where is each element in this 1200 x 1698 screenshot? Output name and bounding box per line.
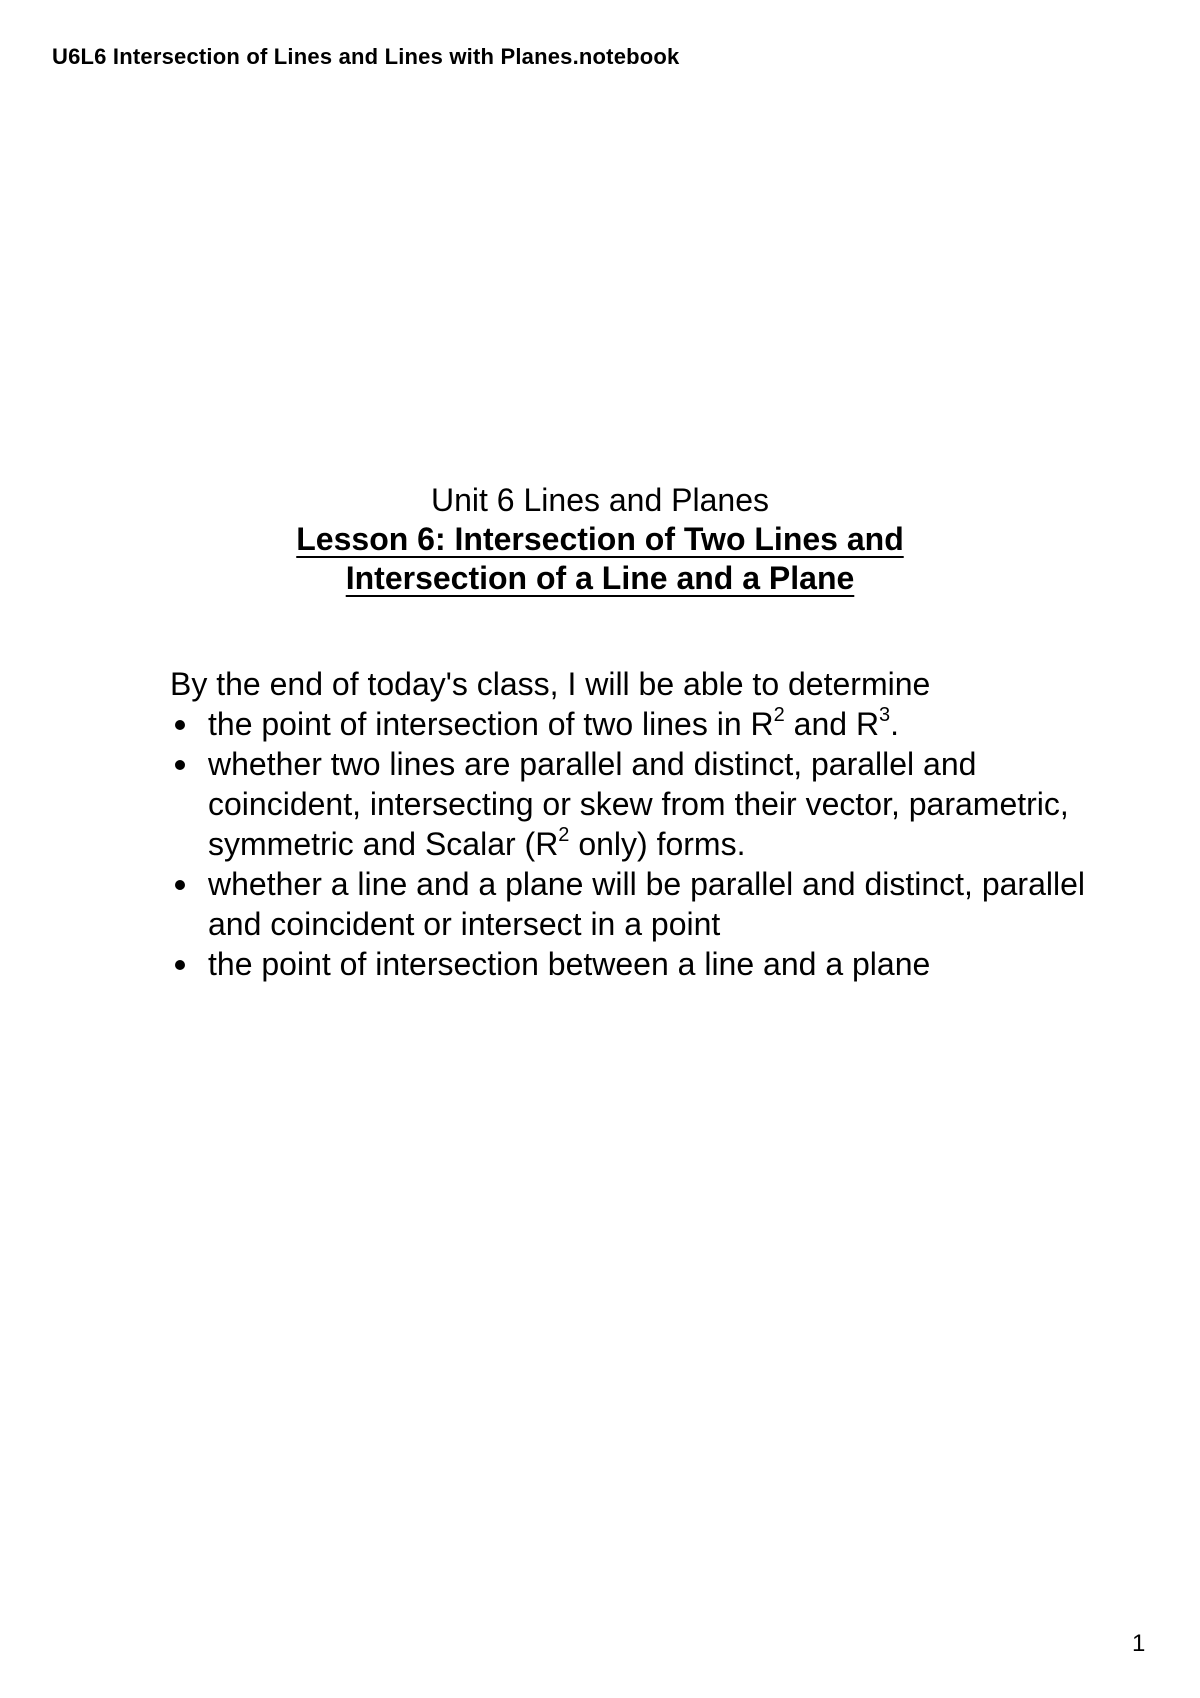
objective-item-line-relationships xyxy=(170,744,1090,864)
learning-objectives xyxy=(170,664,1090,984)
objective-text: only) forms. xyxy=(569,826,746,862)
objective-item-line-plane-intersection-point xyxy=(170,944,1090,984)
unit-title: Unit 6 Lines and Planes xyxy=(431,482,769,518)
objective-item-line-plane-relationships xyxy=(170,864,1090,944)
page-number: 1 xyxy=(1132,1630,1146,1657)
objective-text: whether two lines are parallel and distinct, parallel and coincident, intersecting or skew from their vector, parametric, symmetric and Scalar (R xyxy=(208,746,1069,862)
title-block xyxy=(0,480,1200,598)
lesson-title-line-1: Lesson 6: Intersection of Two Lines and xyxy=(296,521,904,557)
bullet-icon xyxy=(175,880,185,890)
objectives-list xyxy=(170,704,1090,984)
objective-item-intersection-point-two-lines xyxy=(170,704,1090,744)
bullet-icon xyxy=(175,960,185,970)
bullet-icon xyxy=(175,720,185,730)
objective-text: whether a line and a plane will be parallel and distinct, parallel and coincident or intersect in a point xyxy=(208,866,1085,942)
objective-text: the point of intersection between a line and a plane xyxy=(208,946,931,982)
lesson-title-line-2: Intersection of a Line and a Plane xyxy=(345,560,855,596)
lesson-title xyxy=(0,520,1200,598)
objective-text: . xyxy=(890,706,900,742)
superscript: 2 xyxy=(558,824,570,846)
objective-text: and R xyxy=(784,706,880,742)
objectives-intro: By the end of today's class, I will be able to determine xyxy=(170,666,931,702)
objective-text: the point of intersection of two lines in R xyxy=(208,706,774,742)
bullet-icon xyxy=(175,760,185,770)
superscript: 2 xyxy=(773,704,785,726)
superscript: 3 xyxy=(879,704,891,726)
document-header-title: U6L6 Intersection of Lines and Lines with Planes.notebook xyxy=(52,44,680,69)
